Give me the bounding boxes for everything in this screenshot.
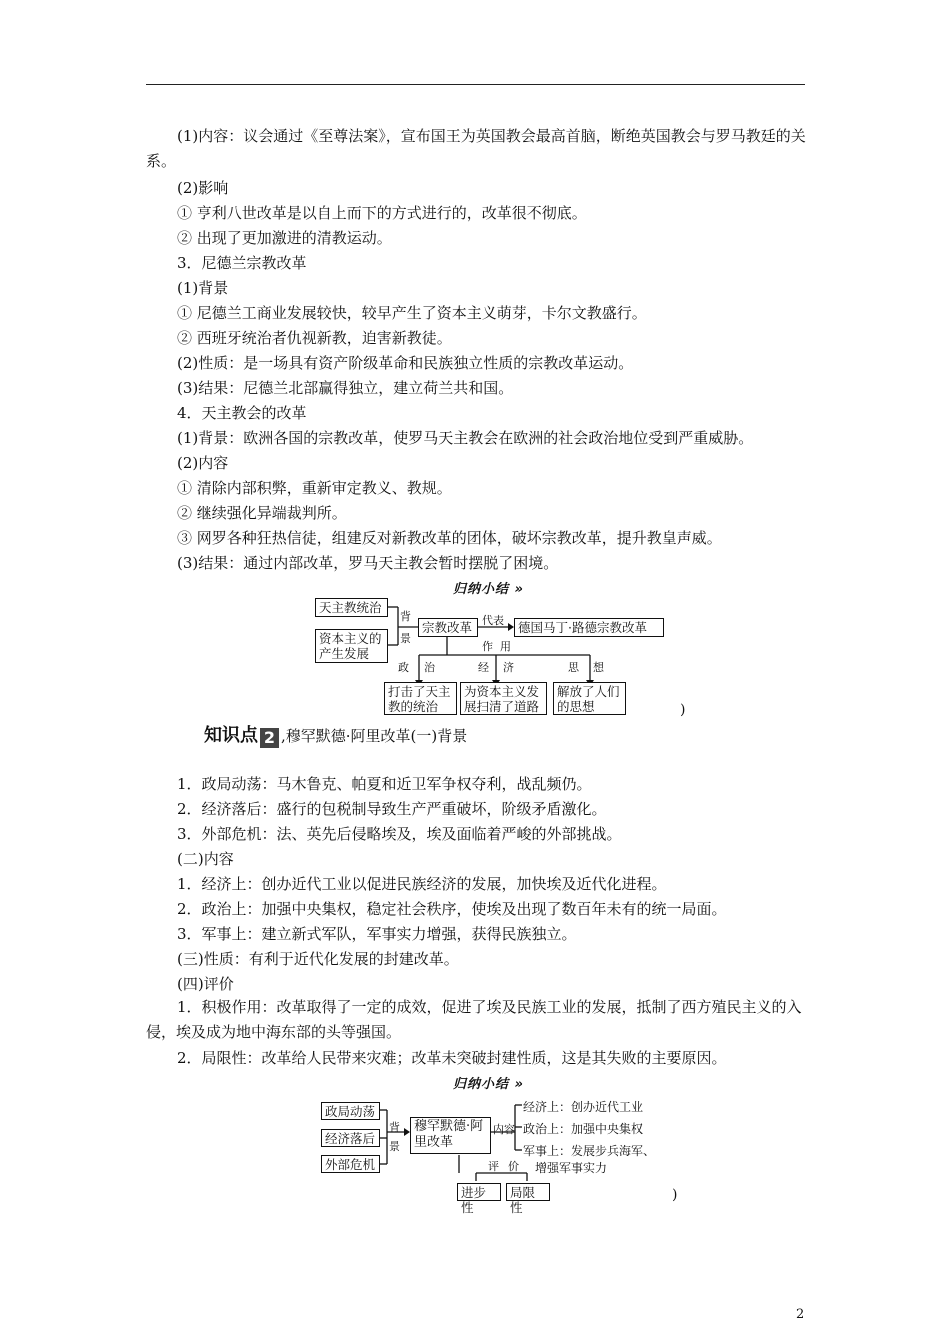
label-xiang: 想 [593, 661, 604, 674]
close-paren: ) [680, 702, 686, 718]
text-line: 2．政治上：加强中央集权，稳定社会秩序，使埃及出现了数百年未有的统一局面。 [177, 900, 727, 918]
content-politics: 政治上：加强中央集权 [523, 1122, 644, 1136]
text-line: 3．外部危机：法、英先后侵略埃及，埃及面临着严峻的外部挑战。 [177, 825, 622, 843]
text-line: 3．军事上：建立新式军队，军事实力增强，获得民族独立。 [177, 925, 577, 943]
box-luther: 德国马丁·路德宗教改革 [514, 618, 664, 637]
text-line: (1)背景：欧洲各国的宗教改革，使罗马天主教会在欧洲的社会政治地位受到严重威胁。 [177, 429, 754, 447]
heading-netherlands: 3．尼德兰宗教改革 [177, 254, 307, 272]
label-bei: 背 [400, 610, 411, 623]
box-reformation: 宗教改革 [418, 618, 478, 637]
label-jing2: 经 [478, 661, 489, 674]
text-line: ② 西班牙统治者仇视新教，迫害新教徒。 [177, 329, 452, 347]
page-number: 2 [796, 1307, 805, 1322]
text-line: ③ 网罗各种狂热信徒，组建反对新教改革的团体，破坏宗教改革，提升教皇声威。 [177, 529, 722, 547]
content-military-2: 增强军事实力 [535, 1161, 608, 1175]
content-economy: 经济上：创办近代工业 [523, 1100, 644, 1114]
text-line: 1．政局动荡：马木鲁克、帕夏和近卫军争权夺利，战乱频仍。 [177, 775, 592, 793]
label-yong: 用 [500, 640, 511, 653]
box-out-catholic: 打击了天主教的统治 [384, 682, 457, 715]
text-line: (3)结果：尼德兰北部赢得独立，建立荷兰共和国。 [177, 379, 514, 397]
label-daibiao: 代表 [482, 614, 504, 627]
text-line: (2)影响 [177, 179, 229, 197]
box-progressive: 进步性 [457, 1183, 501, 1201]
label-ping: 评 [488, 1160, 499, 1173]
box-muhammad-ali-reform: 穆罕默德·阿里改革 [410, 1117, 491, 1154]
text-line: (2)内容 [177, 454, 229, 472]
label-ji: 济 [503, 661, 514, 674]
text-line: 2．局限性：改革给人民带来灾难；改革未突破封建性质，这是其失败的主要原因。 [177, 1049, 727, 1067]
box-economic-backward: 经济落后 [321, 1129, 380, 1147]
box-out-thought: 解放了人们的思想 [553, 682, 626, 715]
text-line: (3)结果：通过内部改革，罗马天主教会暂时摆脱了困境。 [177, 554, 559, 572]
knowledge-number: 2 [260, 728, 279, 748]
paragraph-evaluation: 1．积极作用：改革取得了一定的成效，促进了埃及民族工业的发展，抵制了西方殖民主义的入侵，埃及成为地中海东部的头等强国。 [146, 998, 802, 1041]
box-capitalism: 资本主义的产生发展 [315, 629, 388, 663]
summary-title: 归纳小结 » [453, 1077, 524, 1092]
text-line: (1)背景 [177, 279, 229, 297]
box-catholic-rule: 天主教统治 [315, 598, 388, 617]
summary-title: 归纳小结 » [453, 582, 524, 597]
label-jing: 景 [400, 632, 411, 645]
text-line: (2)性质：是一场具有资产阶级革命和民族独立性质的宗教改革运动。 [177, 354, 634, 372]
knowledge-prefix: 知识点 [204, 725, 258, 746]
knowledge-heading: ,穆罕默德·阿里改革(一)背景 [281, 727, 468, 745]
label-zheng: 政 [398, 661, 409, 674]
close-paren: ) [672, 1187, 678, 1203]
text-line: (三)性质：有利于近代化发展的封建改革。 [177, 950, 459, 968]
box-out-capitalism: 为资本主义发展扫清了道路 [460, 682, 547, 715]
label-si: 思 [568, 661, 579, 674]
heading-content: (二)内容 [177, 850, 234, 868]
label-jing: 景 [389, 1140, 400, 1153]
text-line: ① 清除内部积弊，重新审定教义、教规。 [177, 479, 452, 497]
box-limitation: 局限性 [506, 1183, 550, 1201]
text-line: ② 出现了更加激进的清教运动。 [177, 229, 392, 247]
heading-catholic: 4．天主教会的改革 [177, 404, 307, 422]
box-political-turmoil: 政局动荡 [321, 1102, 380, 1120]
text-line: ① 尼德兰工商业发展较快，较早产生了资本主义萌芽，卡尔文教盛行。 [177, 304, 647, 322]
content-military: 军事上：发展步兵海军、 [523, 1144, 656, 1158]
label-zhi: 治 [424, 661, 435, 674]
label-jia: 价 [508, 1160, 519, 1173]
text-line: 2．经济落后：盛行的包税制导致生产严重破坏，阶级矛盾激化。 [177, 800, 607, 818]
heading-evaluation: (四)评价 [177, 975, 234, 993]
paragraph-content: (1)内容：议会通过《至尊法案》，宣布国王为英国教会最高首脑，断绝英国教会与罗马教廷的关系。 [146, 127, 806, 170]
box-external-crisis: 外部危机 [321, 1155, 380, 1173]
label-zuo: 作 [482, 640, 493, 653]
text-line: ② 继续强化异端裁判所。 [177, 504, 347, 522]
text-line: 1．经济上：创办近代工业以促进民族经济的发展，加快埃及近代化进程。 [177, 875, 667, 893]
text-line: ① 亨利八世改革是以自上而下的方式进行的，改革很不彻底。 [177, 204, 587, 222]
label-bei: 背 [389, 1121, 400, 1134]
label-neirong: 内容 [493, 1123, 515, 1136]
